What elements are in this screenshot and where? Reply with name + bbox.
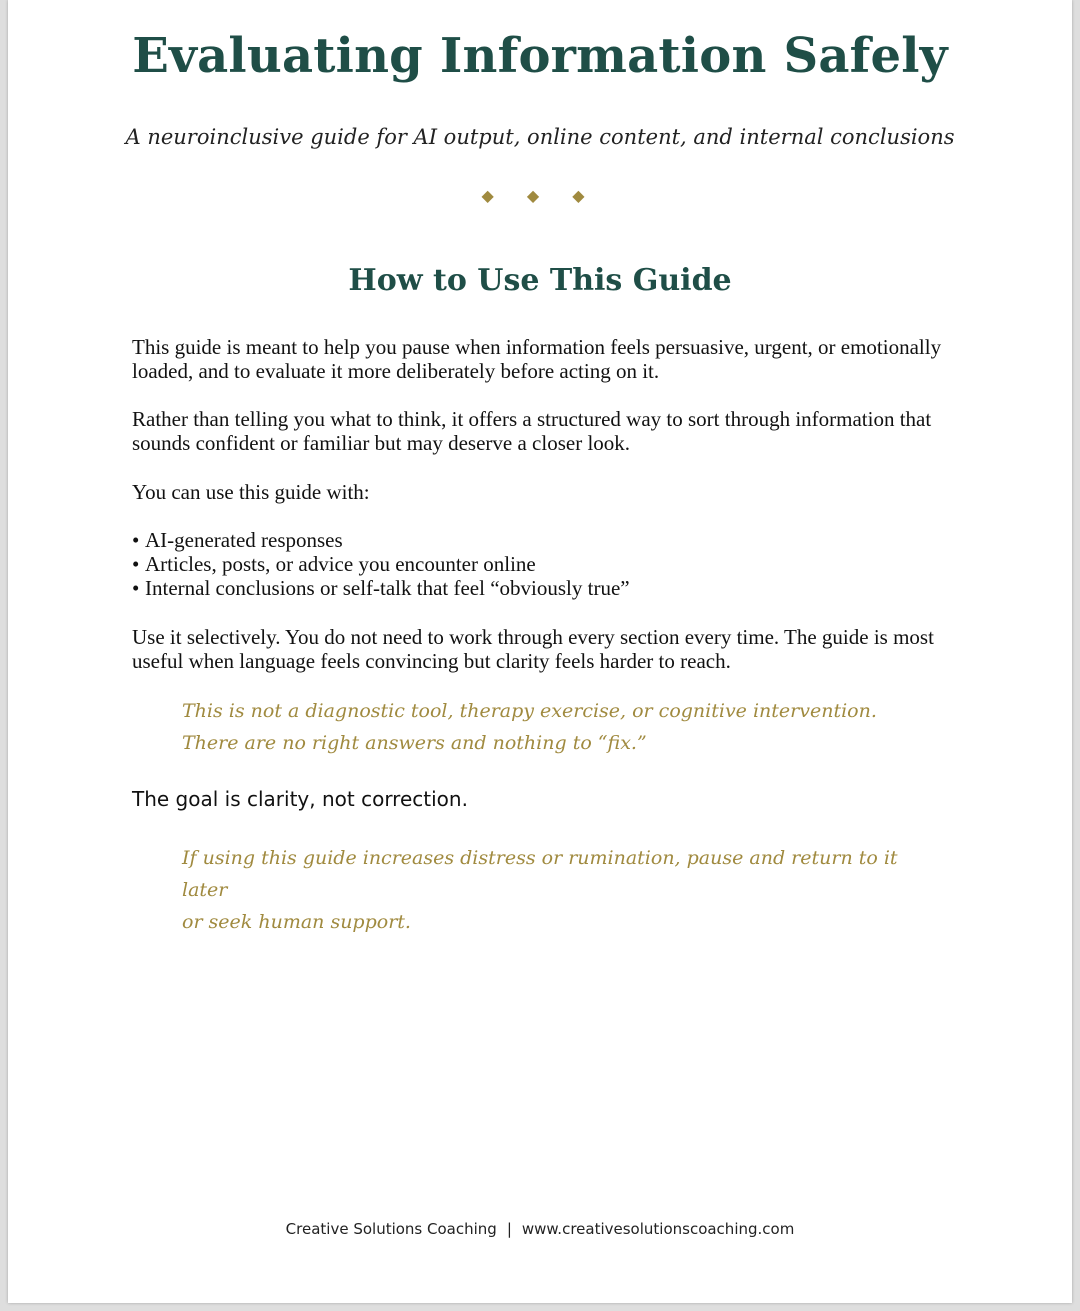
footer-website-link[interactable]: www.creativesolutionscoaching.com (521, 1220, 795, 1238)
callout-line: There are no right answers and nothing to “fix.” (182, 732, 647, 754)
usage-intro: You can use this guide with: (132, 480, 370, 504)
footer-separator: | (506, 1220, 512, 1238)
page-title: Evaluating Information Safely (132, 28, 948, 84)
support-callout (182, 842, 942, 938)
diamond-divider-icon: ◆ ◆ ◆ (481, 186, 599, 205)
selective-use-paragraph: Use it selectively. You do not need to work through every section every time. The guide is most useful when language feels convincing but clarity feels harder to reach. (132, 625, 934, 673)
approach-paragraph: Rather than telling you what to think, it offers a structured way to sort through information that sounds confident or familiar but may deserve a closer look. (132, 407, 932, 455)
disclaimer-callout (182, 695, 942, 759)
list-item: • AI-generated responses (132, 528, 962, 552)
callout-line: This is not a diagnostic tool, therapy exercise, or cognitive intervention. (182, 700, 877, 722)
list-item: • Articles, posts, or advice you encounter online (132, 552, 962, 576)
list-item: • Internal conclusions or self-talk that feel “obviously true” (132, 576, 962, 600)
usage-list (132, 528, 962, 600)
document-page (8, 0, 1072, 1303)
section-heading: How to Use This Guide (348, 263, 732, 298)
footer-org: Creative Solutions Coaching (285, 1220, 497, 1238)
page-footer (8, 1220, 1072, 1238)
intro-paragraph: This guide is meant to help you pause when information feels persuasive, urgent, or emotionally loaded, and to evaluate it more deliberately before acting on it. (132, 335, 942, 383)
callout-line: If using this guide increases distress or rumination, pause and return to it later (182, 847, 898, 901)
goal-statement: The goal is clarity, not correction. (132, 787, 468, 811)
callout-line: or seek human support. (182, 911, 411, 933)
page-subtitle: A neuroinclusive guide for AI output, online content, and internal conclusions (125, 125, 955, 149)
